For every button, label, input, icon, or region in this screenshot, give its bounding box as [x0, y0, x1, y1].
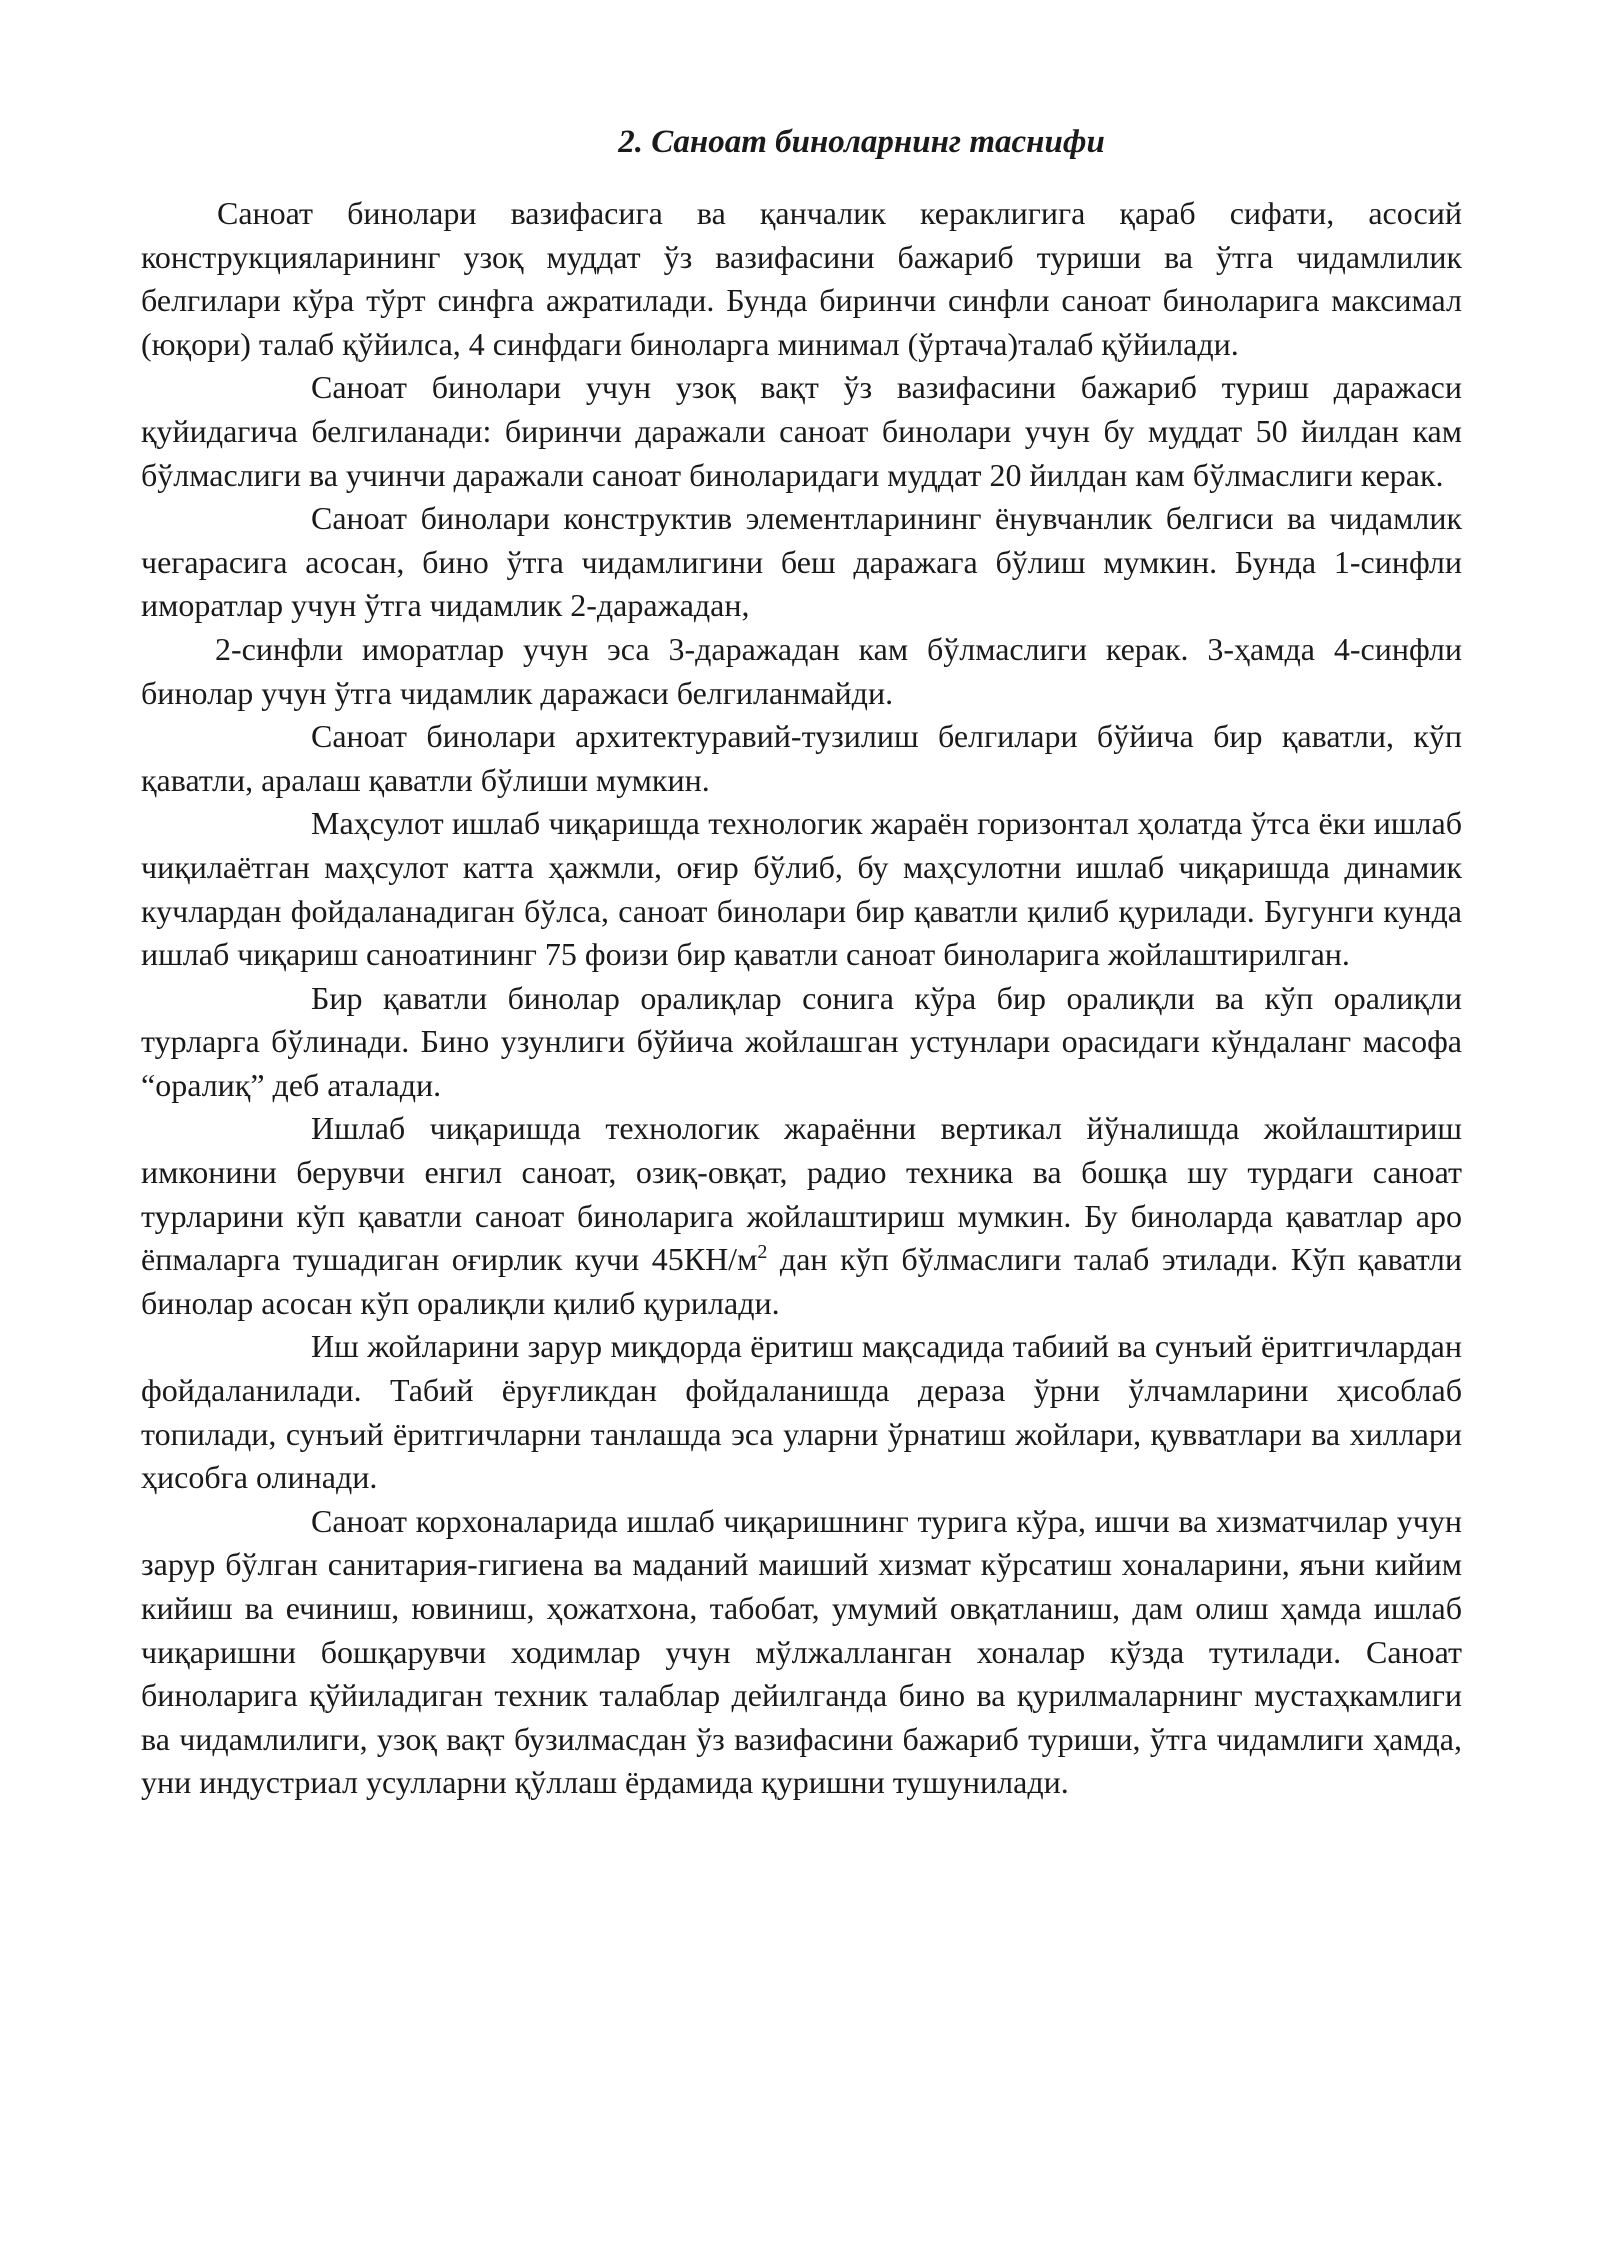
document-title: 2. Саноат биноларнинг таснифи	[618, 124, 1105, 160]
paragraph-10: Саноат корхоналарида ишлаб чиқаришнинг турига кўра, ишчи ва хизматчилар учун зарур бўлган санитария-гигиена ва маданий маиший хизмат кўрсатиш хоналарини, яъни кийим кийиш ва ечиниш, ювиниш, ҳожатхона, табобат, умумий овқатланиш, дам олиш ҳамда ишлаб чиқаришни бошқарувчи ходимлар учун мўлжалланган хоналар кўзда тутилади. Саноат биноларига қўйиладиган техник талаблар дейилганда бино ва қурилмаларнинг мустаҳкамлиги ва чидамлилиги, узоқ вақт бузилмасдан ўз вазифасини бажариб туриши, ўтга чидамлиги ҳамда, уни индустриал усулларни қўллаш ёрдамида қуришни тушунилади.	[141, 1502, 1462, 1801]
paragraph-8	[141, 1107, 1462, 1325]
paragraph-1: Саноат бинолари вазифасига ва қанчалик кераклигига қараб сифати, асосий конструкцияларининг узоқ муддат ўз вазифасини бажариб туриши ва ўтга чидамлилик белгилари кўра тўрт синфга ажратилади. Бунда биринчи синфли саноат биноларига максимал (юқори) талаб қўйилса, 4 синфдаги биноларга минимал (ўртача)талаб қўйилади.	[141, 195, 1462, 362]
superscript-2: 2	[757, 1241, 768, 1264]
paragraph-3: Саноат бинолари конструктив элементларининг ёнувчанлик белгиси ва чидамлик чегарасига асосан, бино ўтга чидамлигини беш даражага бўлиш мумкин. Бунда 1-синфли иморатлар учун ўтга чидамлик 2-даражадан,	[141, 500, 1462, 624]
paragraph-5: Саноат бинолари архитектуравий-тузилиш белгилари бўйича бир қаватли, кўп қаватли, аралаш қаватли бўлиши мумкин.	[141, 718, 1462, 798]
paragraph-2: Саноат бинолари учун узоқ вақт ўз вазифасини бажариб туриш даражаси қуйидагича белгиланади: биринчи даражали саноат бинолари учун бу муддат 50 йилдан кам бўлмаслиги ва учинчи даражали саноат биноларидаги муддат 20 йилдан кам бўлмаслиги керак.	[141, 369, 1462, 493]
paragraph-9: Иш жойларини зарур миқдорда ёритиш мақсадида табиий ва сунъий ёритгичлардан фойдаланилади. Табий ёруғликдан фойдаланишда дераза ўрни ўлчамларини ҳисоблаб топилади, сунъий ёритгичларни танлашда эса уларни ўрнатиш жойлари, қувватлари ва хиллари ҳисобга олинади.	[141, 1328, 1462, 1496]
paragraph-4: 2-синфли иморатлар учун эса 3-даражадан кам бўлмаслиги керак. 3-ҳамда 4-синфли бинолар учун ўтга чидамлик даражаси белгиланмайди.	[141, 630, 1462, 711]
document-page	[141, 120, 1462, 1805]
paragraph-6: Маҳсулот ишлаб чиқаришда технологик жараён горизонтал ҳолатда ўтса ёки ишлаб чиқилаётган маҳсулот катта ҳажмли, оғир бўлиб, бу маҳсулотни ишлаб чиқаришда динамик кучлардан фойдаланадиган бўлса, саноат бинолари бир қаватли қилиб қурилади. Бугунги кунда ишлаб чиқариш саноатининг 75 фоизи бир қаватли саноат биноларига жойлаштирилган.	[141, 805, 1462, 973]
paragraph-8-text-a: Ишлаб чиқаришда технологик жараённи вертикал йўналишда жойлаштириш имконини берувчи енгил саноат, озиқ-овқат, радио техника ва бошқа шу турдаги саноат турларини кўп қаватли саноат биноларига жойлаштириш мумкин. Бу биноларда қаватлар аро ёпмаларга тушадиган оғирлик кучи 45КН/м	[141, 1110, 1462, 1278]
paragraph-8-text-b: дан кўп бўлмаслиги талаб этилади. Кўп қаватли бинолар асосан кўп оралиқли қилиб қурилади.	[141, 1241, 1463, 1321]
paragraph-7: Бир қаватли бинолар оралиқлар сонига кўра бир оралиқли ва кўп оралиқли турларга бўлинади. Бино узунлиги бўйича жойлашган устунлари орасидаги кўндаланг масофа “оралиқ” деб аталади.	[141, 979, 1462, 1103]
